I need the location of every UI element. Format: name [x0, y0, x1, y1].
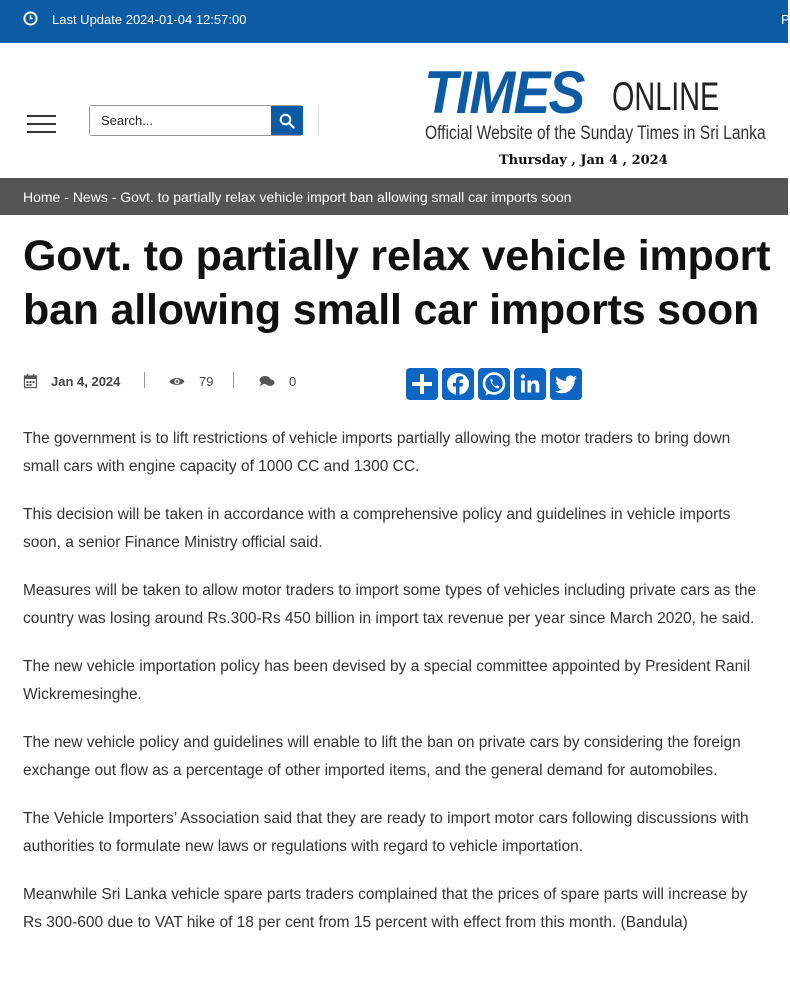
linkedin-icon [514, 368, 546, 400]
article-paragraph: The Vehicle Importers’ Association said that they are ready to import motor cars following discussions with authorities to formulate new laws or regulations with regard to vehicle importation. [23, 810, 749, 855]
whatsapp-icon [478, 368, 510, 400]
facebook-icon [442, 368, 474, 400]
article-paragraph: This decision will be taken in accordance with a comprehensive policy and guidelines in vehicle imports soon, a senior Finance Ministry official said. [23, 506, 731, 551]
breadcrumb-current: Govt. to partially relax vehicle import ban allowing small car imports soon [120, 189, 572, 205]
whatsapp-share-button[interactable] [478, 368, 510, 400]
article-body [23, 425, 763, 957]
search-button[interactable] [271, 106, 303, 135]
article-paragraph: Measures will be taken to allow motor traders to import some types of vehicles including private cars as the country was losing around Rs.300-Rs 450 billion in import tax revenue per year since March 2020, he said. [23, 582, 757, 627]
article-title: Govt. to partially relax vehicle import ban allowing small car imports soon [23, 232, 771, 334]
breadcrumb-separator: - [107, 189, 121, 205]
search-input[interactable] [90, 106, 271, 135]
article-paragraph: The government is to lift restrictions of vehicle imports partially allowing the motor traders to bring down small cars with engine capacity of 1000 CC and 1300 CC. [23, 430, 731, 475]
meta-divider [144, 372, 145, 388]
clock-icon [23, 11, 38, 26]
twitter-icon [550, 368, 582, 400]
article-paragraph: The new vehicle policy and guidelines will enable to lift the ban on private cars by considering the foreign exchange out flow as a percentage of other imported items, and the general demand for automobiles. [23, 734, 741, 779]
article-paragraph: Meanwhile Sri Lanka vehicle spare parts traders complained that the prices of spare parts will increase by Rs 300-600 due to VAT hike of 18 per cent from 15 percent with effect from this month. (Bandula) [23, 886, 748, 931]
comments-icon[interactable] [259, 375, 275, 388]
breadcrumb [0, 178, 788, 215]
eye-icon [169, 376, 185, 387]
share-plus-icon [406, 368, 438, 400]
current-date: Thursday , Jan 4 , 2024 [499, 153, 668, 168]
share-plus-button[interactable] [406, 368, 438, 400]
article-date: Jan 4, 2024 [51, 374, 121, 389]
article-paragraph: The new vehicle importation policy has been devised by a special committee appointed by President Ranil Wickremesinghe. [23, 658, 751, 703]
breadcrumb-separator: - [60, 189, 73, 205]
site-logo[interactable] [424, 59, 766, 146]
logo-tagline: Official Website of the Sunday Times in Sri Lanka [425, 123, 766, 144]
logo-online-text: ONLINE [612, 75, 720, 119]
linkedin-share-button[interactable] [514, 368, 546, 400]
menu-icon[interactable] [27, 115, 57, 135]
view-count: 79 [199, 374, 214, 389]
meta-divider [233, 372, 234, 388]
top-bar-cutoff-text[interactable]: P [781, 12, 790, 27]
logo-times-text: TIMES [424, 59, 584, 126]
facebook-share-button[interactable] [442, 368, 474, 400]
last-update-text: Last Update 2024-01-04 12:57:00 [52, 12, 247, 27]
breadcrumb-home[interactable]: Home [23, 189, 61, 205]
twitter-share-button[interactable] [550, 368, 582, 400]
comment-count: 0 [289, 374, 297, 389]
breadcrumb-news[interactable]: News [72, 189, 108, 205]
search-icon [279, 113, 295, 129]
calendar-icon [24, 374, 37, 388]
top-bar [0, 0, 788, 43]
search-form [89, 105, 303, 136]
header-divider [318, 104, 319, 136]
